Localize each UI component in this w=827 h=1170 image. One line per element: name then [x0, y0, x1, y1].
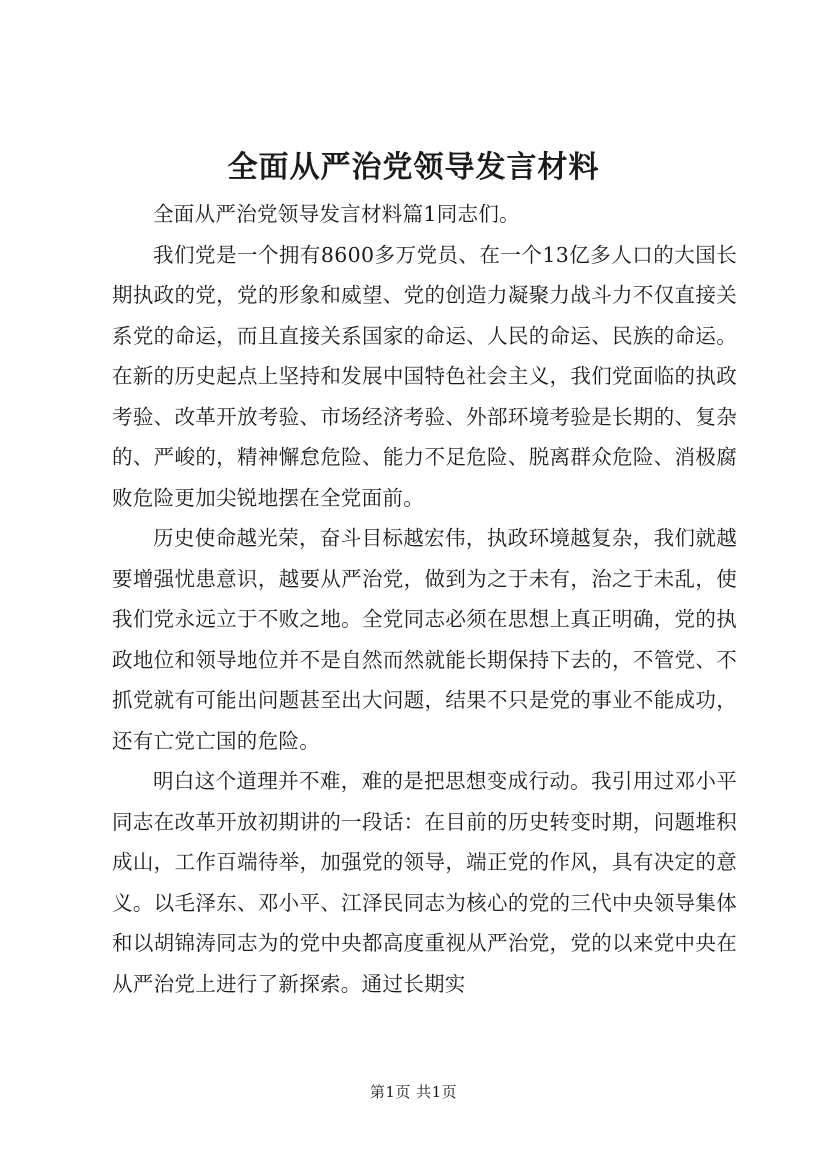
paragraph-4: 明白这个道理并不难，难的是把思想变成行动。我引用过邓小平同志在改革开放初期讲的一段话：在目前的历史转变时期，问题堆积成山，工作百端待举，加强党的领导，端正党的作风，具有决定的意义。以毛泽东、邓小平、江泽民同志为核心的党的三代中央领导集体和以胡锦涛同志为的党中央都高度重视从严治党，党的以来党中央在从严治党上进行了新探索。通过长期实 — [112, 769, 737, 996]
paragraph-3: 历史使命越光荣，奋斗目标越宏伟，执政环境越复杂，我们就越要增强忧患意识，越要从严治党，做到为之于未有，治之于未乱，使我们党永远立于不败之地。全党同志必须在思想上真正明确，党的执政地位和领导地位并不是自然而然就能长期保持下去的，不管党、不抓党就有可能出问题甚至出大问题，结果不只是党的事业不能成功，还有亡党亡国的危险。 — [112, 526, 737, 753]
paragraph-1: 全面从严治党领导发言材料篇1同志们。 — [153, 202, 520, 226]
page-footer: 第1页 共1页 — [369, 1083, 458, 1101]
document-body — [112, 194, 737, 1004]
paragraph-2: 我们党是一个拥有8600多万党员、在一个13亿多人口的大国长期执政的党，党的形象和威望、党的创造力凝聚力战斗力不仅直接关系党的命运，而且直接关系国家的命运、人民的命运、民族的命运。在新的历史起点上坚持和发展中国特色社会主义，我们党面临的执政考验、改革开放考验、市场经济考验、外部环境考验是长期的、复杂的、严峻的，精神懈怠危险、能力不足危险、脱离群众危险、消极腐败危险更加尖锐地摆在全党面前。 — [112, 242, 737, 510]
document-title: 全面从严治党领导发言材料 — [227, 150, 600, 185]
